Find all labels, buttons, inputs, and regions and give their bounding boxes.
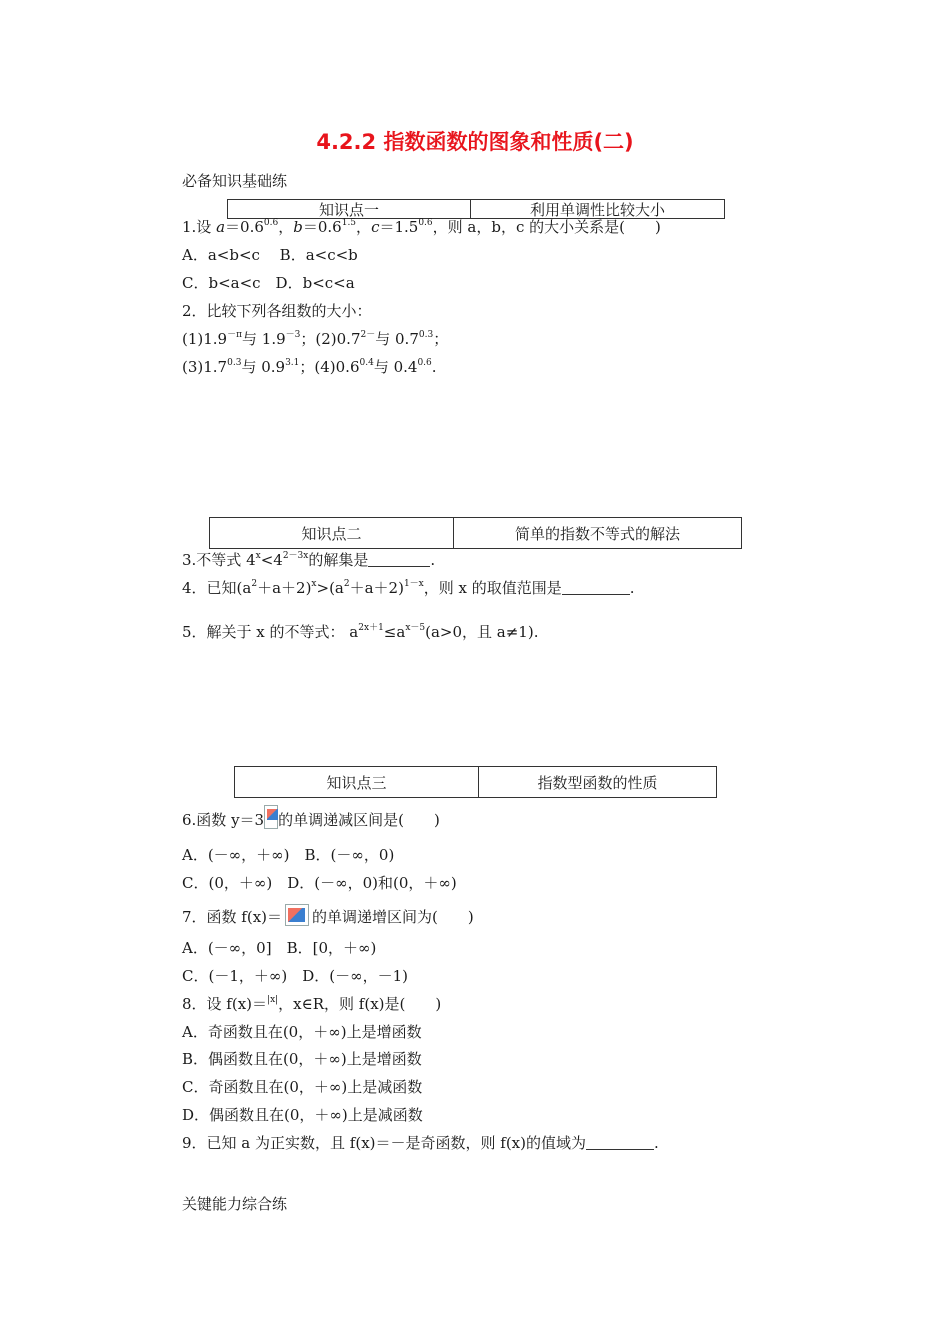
kp2-right: 简单的指数不等式的解法: [514, 524, 680, 543]
q2-text: 与 1.9: [242, 330, 286, 348]
knowledge-point-table-1: [227, 199, 725, 219]
q5-exp: x－5: [405, 623, 426, 633]
question-7: [182, 904, 474, 927]
q3-text: 3.不等式 4: [182, 551, 256, 569]
q6-options-line-2: C．(0，＋∞) D．(－∞，0)和(0，＋∞): [182, 874, 457, 892]
q7-text: 7．函数 f(x)＝: [182, 908, 283, 926]
knowledge-point-table-3: [234, 766, 717, 798]
q1-text: ，: [278, 218, 294, 236]
q2-exp: 0.3: [418, 330, 434, 340]
q7-options-line-1: A．(－∞，0] B．[0，＋∞): [182, 939, 377, 957]
q5-exp: 2x＋1: [358, 623, 384, 633]
question-4: [182, 578, 635, 598]
q3-exp: 2－3x: [282, 551, 309, 561]
kp2-left: 知识点二: [210, 518, 454, 548]
formula-image-icon: [264, 805, 278, 829]
q1-exp: 0.6: [418, 218, 433, 228]
q1-var: a: [216, 218, 226, 236]
question-1: [182, 217, 661, 237]
kp1-right: 利用单调性比较大小: [529, 200, 665, 219]
q2-text: (3)1.7: [182, 358, 228, 376]
knowledge-point-table-2: [209, 517, 742, 549]
q1-options-line-2: C．b<a<c D．b<c<a: [182, 274, 355, 292]
section-heading-basic: 必备知识基础练: [182, 172, 288, 190]
q2-text: .: [431, 358, 437, 376]
q3-text: 的解集是: [308, 551, 369, 569]
q3-text: <4: [260, 551, 283, 569]
q1-text: ＝1.5: [379, 218, 419, 236]
question-2-stem: 2．比较下列各组数的大小：: [182, 302, 372, 320]
q9-text: 9．已知 a 为正实数，且 f(x)＝－是奇函数，则 f(x)的值域为: [182, 1134, 586, 1152]
answer-blank: [562, 580, 630, 595]
q1-text: ＝0.6: [225, 218, 264, 236]
q4-text: ＋a＋2): [349, 579, 404, 597]
q8-text: 8．设 f(x)＝: [182, 995, 268, 1013]
q1-var: b: [293, 218, 303, 236]
q2-exp: 2－: [360, 330, 376, 340]
q2-text: (1)1.9: [182, 330, 228, 348]
q2-text: ；(4)0.6: [299, 358, 360, 376]
question-2-line-2: [182, 357, 437, 377]
question-8: [182, 994, 441, 1014]
q9-text: .: [654, 1134, 659, 1152]
q3-text: .: [430, 551, 436, 569]
q4-text: .: [629, 579, 635, 597]
q4-text: 4．已知(a: [182, 579, 252, 597]
section-heading-ability: 关键能力综合练: [182, 1195, 288, 1213]
q2-exp: －3: [285, 330, 301, 340]
q4-text: >(a: [316, 579, 344, 597]
q8-option-b: B．偶函数且在(0，＋∞)上是增函数: [182, 1050, 422, 1068]
q6-text: 的单调递减区间是( ): [278, 811, 440, 829]
q1-text: ，则 a，b，c 的大小关系是( ): [432, 218, 661, 236]
formula-image-icon: [285, 904, 309, 926]
q4-exp: x: [311, 579, 317, 589]
q8-exp: |x|: [267, 995, 279, 1005]
q1-text: ，: [356, 218, 372, 236]
question-3: [182, 550, 435, 570]
q7-options-line-2: C．(－1，＋∞) D．(－∞，－1): [182, 967, 408, 985]
q2-exp: 0.3: [227, 358, 242, 368]
q5-text: ≤a: [383, 623, 406, 641]
q2-text: ；(2)0.7: [300, 330, 361, 348]
q4-exp: 1－x: [403, 579, 424, 589]
kp3-left: 知识点三: [235, 767, 479, 797]
q8-option-c: C．奇函数且在(0，＋∞)上是减函数: [182, 1078, 423, 1096]
q7-text: 的单调递增区间为( ): [312, 908, 474, 926]
question-5: [182, 622, 538, 642]
answer-blank: [586, 1135, 654, 1150]
q1-text: ＝0.6: [302, 218, 342, 236]
q1-text: 1.设: [182, 218, 217, 236]
q8-text: ，x∈R，则 f(x)是( ): [278, 995, 442, 1013]
q2-exp: 0.6: [417, 358, 432, 368]
q2-text: ；: [433, 330, 449, 348]
q4-exp: 2: [343, 579, 350, 589]
q4-text: ＋a＋2): [257, 579, 312, 597]
q1-options-line-1: A．a<b<c B．a<c<b: [182, 246, 358, 264]
q1-exp: 0.6: [263, 218, 279, 228]
q2-text: 与 0.7: [375, 330, 419, 348]
q5-text: (a>0，且 a≠1).: [425, 623, 539, 641]
page-title: 4.2.2 指数函数的图象和性质(二): [316, 130, 634, 154]
question-2-line-1: [182, 329, 448, 349]
kp3-right: 指数型函数的性质: [537, 773, 658, 792]
question-9: [182, 1133, 659, 1153]
kp1-left: 知识点一: [228, 200, 471, 218]
q2-exp: 0.4: [359, 358, 374, 368]
q5-text: 5．解关于 x 的不等式： a: [182, 623, 359, 641]
q6-text: 6.函数 y＝3: [182, 811, 265, 829]
q8-option-a: A．奇函数且在(0，＋∞)上是增函数: [182, 1023, 422, 1041]
q6-options-line-1: A．(－∞，＋∞) B．(－∞，0): [182, 846, 395, 864]
q4-text: ，则 x 的取值范围是: [423, 579, 562, 597]
q8-option-d: D．偶函数且在(0，＋∞)上是减函数: [182, 1106, 423, 1124]
q2-exp: 3.1: [285, 358, 300, 368]
q2-text: 与 0.4: [373, 358, 418, 376]
q2-text: 与 0.9: [241, 358, 286, 376]
q2-exp: －π: [227, 330, 243, 340]
question-6: [182, 805, 440, 830]
q3-exp: x: [255, 551, 261, 561]
q1-var: c: [371, 218, 380, 236]
q4-exp: 2: [251, 579, 258, 589]
q1-exp: 1.5: [341, 218, 357, 228]
answer-blank: [368, 552, 430, 567]
